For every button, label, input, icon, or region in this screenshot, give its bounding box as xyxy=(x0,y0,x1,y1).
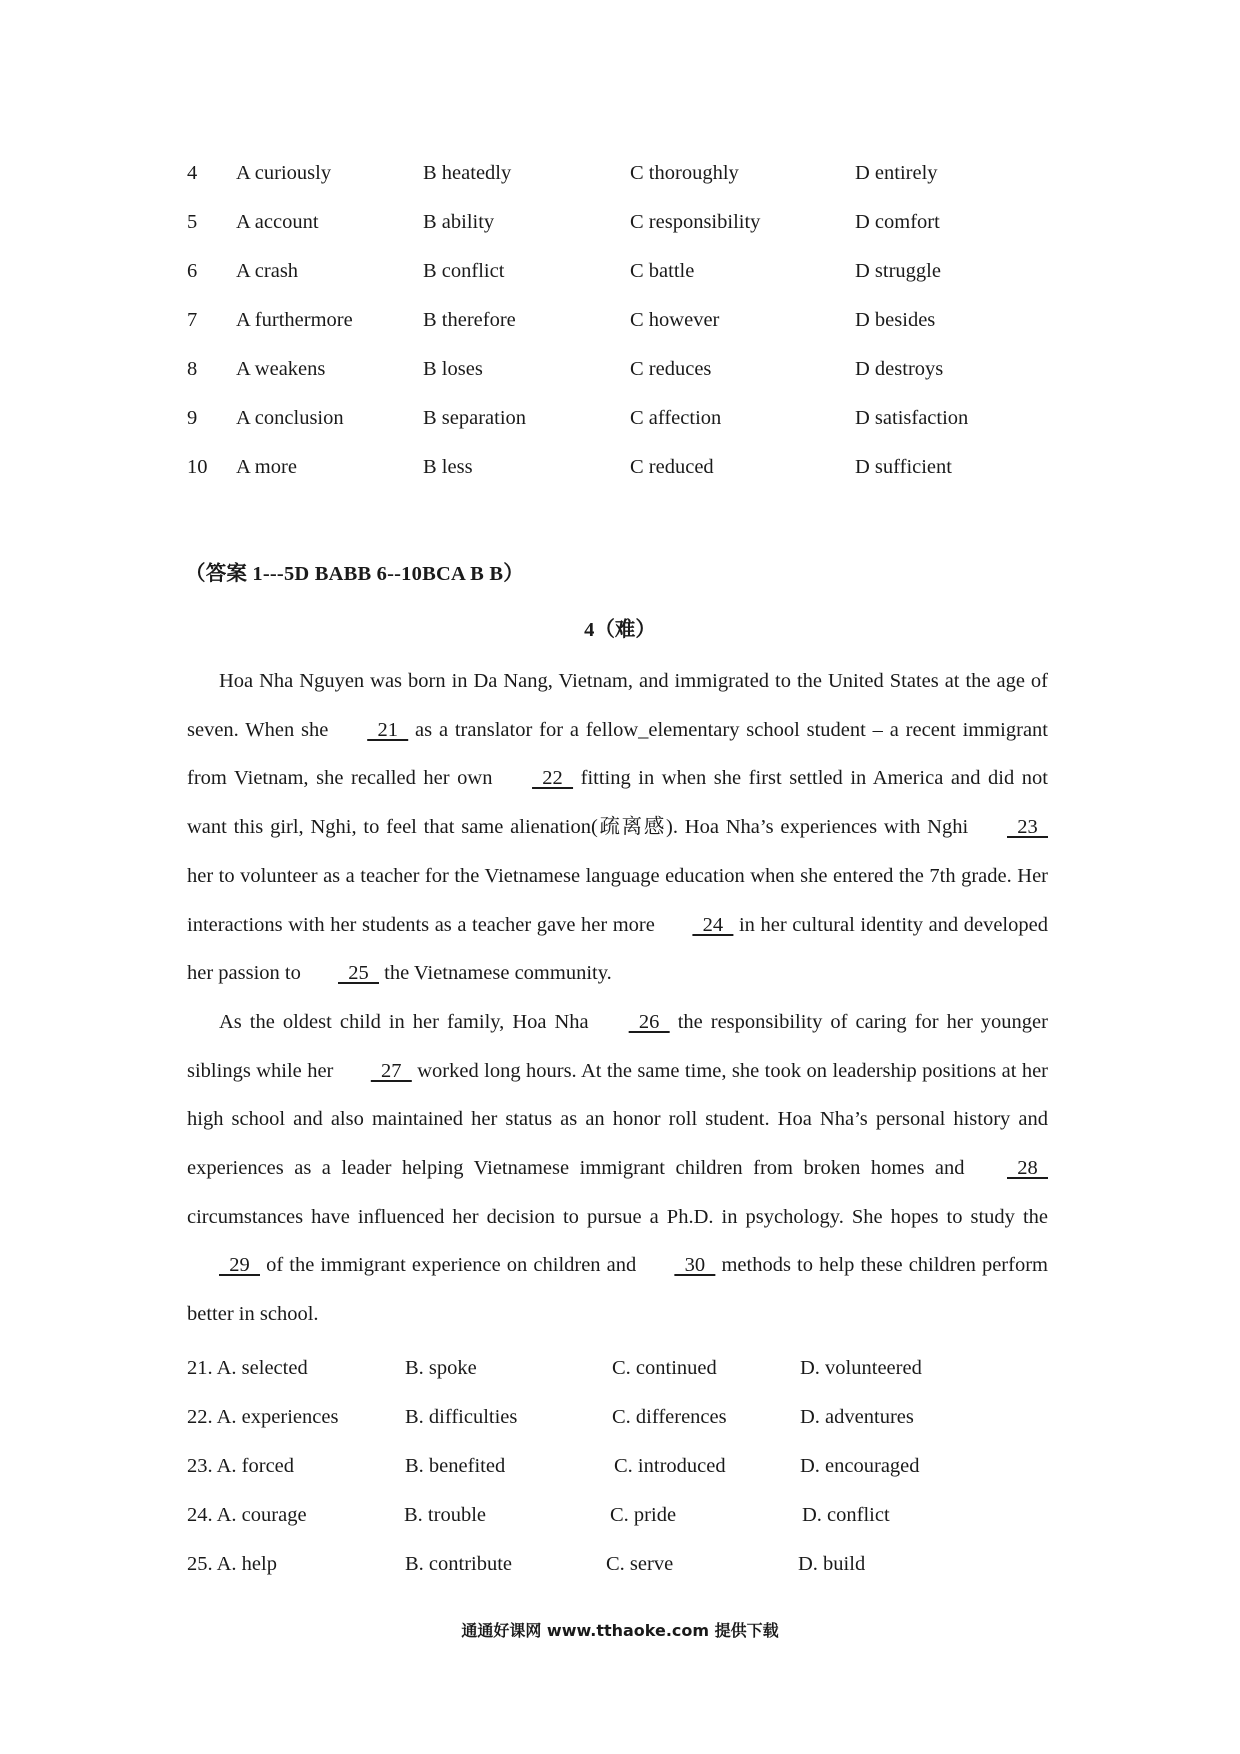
passage-paragraph-2 xyxy=(187,998,1048,1339)
option-b: B conflict xyxy=(423,260,505,282)
option-d: D. adventures xyxy=(800,1406,914,1428)
option-b: B. spoke xyxy=(405,1357,477,1379)
option-a: A account xyxy=(236,211,319,233)
question-number: 4 xyxy=(187,162,198,184)
blank-30: 30 xyxy=(674,1254,716,1277)
option-c: C responsibility xyxy=(630,211,761,233)
passage-paragraph-1 xyxy=(187,657,1048,998)
option-d: D comfort xyxy=(855,211,940,233)
option-c: C affection xyxy=(630,407,722,429)
option-a: A weakens xyxy=(236,358,326,380)
option-a: 22. A. experiences xyxy=(187,1406,339,1428)
option-a: A furthermore xyxy=(236,309,353,331)
option-row-22 xyxy=(0,1400,1240,1434)
option-d: D struggle xyxy=(855,260,941,282)
option-row-23 xyxy=(0,1449,1240,1483)
question-number: 10 xyxy=(187,456,208,478)
passage-text: as a translator for a fellow_elementary school student – a recent immigrant from Vietnam, she recalled her own xyxy=(187,718,1048,790)
passage-text: her to volunteer as a teacher for the Vietnamese language education when she entered the 7th grade. Her interactions with her students as a teacher gave her more xyxy=(187,864,1048,936)
option-c: C. continued xyxy=(612,1357,717,1379)
passage-text: worked long hours. At the same time, she took on leadership positions at her high school and also maintained her status as an honor roll student. Hoa Nha’s personal history and experiences as a leader helping Vietnamese immigrant children from broken homes and xyxy=(187,1059,1048,1180)
option-d: D. volunteered xyxy=(800,1357,922,1379)
passage-text: As the oldest child in her family, Hoa Nha xyxy=(219,1010,597,1033)
option-a: 25. A. help xyxy=(187,1553,277,1575)
option-b: B. benefited xyxy=(405,1455,506,1477)
page-footer: 通通好课网 www.tthaoke.com 提供下载 xyxy=(461,1621,779,1640)
option-b: B loses xyxy=(423,358,483,380)
option-c: C. differences xyxy=(612,1406,727,1428)
option-b: B ability xyxy=(423,211,495,233)
option-a: A more xyxy=(236,456,297,478)
option-row-5 xyxy=(0,205,1240,239)
question-number: 5 xyxy=(187,211,198,233)
passage-text: the Vietnamese community. xyxy=(379,962,612,985)
option-c: C. pride xyxy=(610,1504,677,1526)
option-d: D satisfaction xyxy=(855,407,969,429)
answer-key: （答案 1---5D BABB 6--10BCA B B） xyxy=(185,563,524,585)
option-a: A curiously xyxy=(236,162,332,184)
option-a: 23. A. forced xyxy=(187,1455,295,1477)
passage-text: of the immigrant experience on children and xyxy=(260,1254,643,1277)
option-b: B heatedly xyxy=(423,162,512,184)
passage-text: Hoa Nha Nguyen was born in Da Nang, Vietnam, and immigrated to the United States at the age of seven. When she xyxy=(187,670,1048,741)
option-b: B less xyxy=(423,456,473,478)
option-d: D. build xyxy=(798,1553,866,1575)
option-c: C reduces xyxy=(630,358,712,380)
option-d: D entirely xyxy=(855,162,938,184)
option-c: C reduced xyxy=(630,456,714,478)
option-row-24 xyxy=(0,1498,1240,1532)
passage-text: circumstances have influenced her decision to pursue a Ph.D. in psychology. She hopes to study the xyxy=(187,1205,1048,1228)
option-row-10 xyxy=(0,450,1240,484)
option-d: D sufficient xyxy=(855,456,952,478)
question-number: 9 xyxy=(187,407,198,429)
option-row-6 xyxy=(0,254,1240,288)
option-c: C. introduced xyxy=(614,1455,726,1477)
option-row-9 xyxy=(0,401,1240,435)
option-c: C however xyxy=(630,309,720,331)
option-row-7 xyxy=(0,303,1240,337)
option-a: 21. A. selected xyxy=(187,1357,308,1379)
blank-27: 27 xyxy=(370,1059,412,1082)
option-a: A conclusion xyxy=(236,407,344,429)
option-row-8 xyxy=(0,352,1240,386)
blank-29: 29 xyxy=(219,1254,260,1277)
passage-text: fitting in when she first settled in America and did not want this girl, Nghi, to feel that same alienation(疏离感). Hoa Nha’s experiences with Nghi xyxy=(187,767,1048,839)
question-number: 6 xyxy=(187,260,198,282)
question-number: 8 xyxy=(187,358,198,380)
option-b: B. trouble xyxy=(404,1504,486,1526)
option-c: C. serve xyxy=(606,1553,674,1575)
option-row-25 xyxy=(0,1547,1240,1581)
option-c: C battle xyxy=(630,260,695,282)
passage-text: the responsibility of caring for her younger siblings while her xyxy=(187,1010,1048,1082)
option-d: D. encouraged xyxy=(800,1455,920,1477)
passage-text: in her cultural identity and developed her passion to xyxy=(187,913,1048,985)
option-row-21 xyxy=(0,1351,1240,1385)
option-d: D destroys xyxy=(855,358,944,380)
section-heading: 4（难） xyxy=(584,619,656,641)
option-b: B separation xyxy=(423,407,527,429)
option-row-4 xyxy=(0,156,1240,190)
option-b: B therefore xyxy=(423,309,516,331)
option-d: D. conflict xyxy=(802,1504,890,1526)
question-number: 7 xyxy=(187,309,198,331)
blank-28: 28 xyxy=(1007,1157,1048,1180)
blank-22: 22 xyxy=(532,767,574,790)
blank-23: 23 xyxy=(1007,816,1048,839)
passage-text: methods to help these children perform better in school. xyxy=(187,1254,1048,1326)
option-a: A crash xyxy=(236,260,299,282)
blank-21: 21 xyxy=(367,718,409,741)
option-c: C thoroughly xyxy=(630,162,739,184)
blank-25: 25 xyxy=(338,962,379,985)
option-d: D besides xyxy=(855,309,936,331)
cloze-passage xyxy=(187,657,1048,1339)
option-b: B. contribute xyxy=(405,1553,513,1575)
blank-26: 26 xyxy=(628,1010,670,1033)
option-a: 24. A. courage xyxy=(187,1504,307,1526)
blank-24: 24 xyxy=(692,913,734,936)
option-b: B. difficulties xyxy=(405,1406,518,1428)
